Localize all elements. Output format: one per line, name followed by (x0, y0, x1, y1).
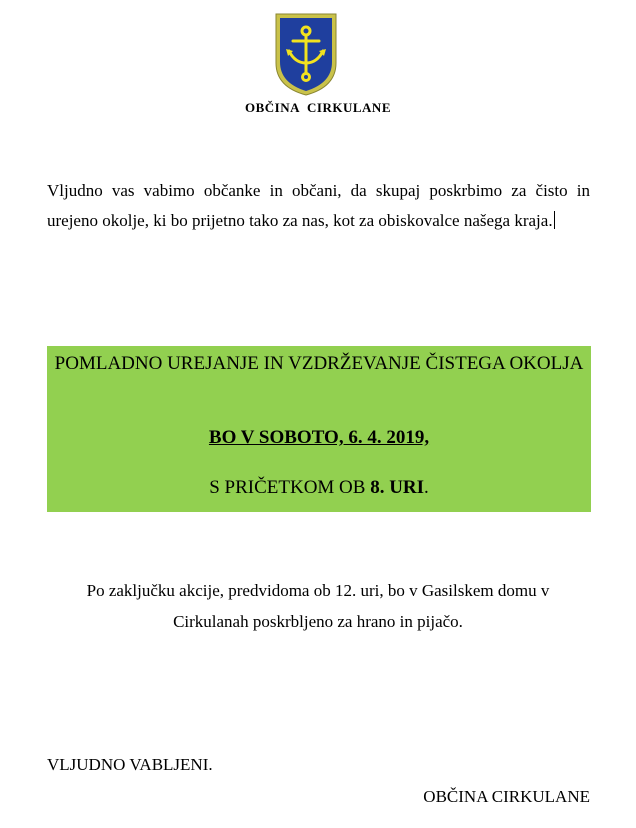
after-event-note (0, 575, 636, 637)
after-note-line-1: Po zaključku akcije, predvidoma ob 12. uri, bo v Gasilskem domu v (86, 581, 550, 600)
event-title: POMLADNO UREJANJE IN VZDRŽEVANJE ČISTEGA OKOLJA (54, 353, 584, 374)
text-cursor (554, 211, 555, 229)
invitation-paragraph (47, 176, 590, 236)
event-date-line (47, 424, 591, 452)
start-prefix: S PRIČETKOM OB (209, 477, 371, 498)
after-note-line-2: Cirkulanah poskrbljeno za hrano in pijačo. (173, 612, 463, 631)
event-banner (47, 346, 591, 512)
event-date: BO V SOBOTO, 6. 4. 2019, (208, 427, 430, 448)
anchor-coat-of-arms-icon (273, 11, 339, 97)
event-start-line (47, 474, 591, 502)
municipality-header: OBČINA CIRKULANE (245, 100, 391, 115)
start-suffix: . (424, 477, 429, 498)
invitation-text: Vljudno vas vabimo občanke in občani, da skupaj poskrbimo za čisto in urejeno okolje, ki bo prijetno tako za nas, kot za obiskovalce našega kraja. (47, 181, 590, 230)
start-time: 8. URI (370, 477, 425, 498)
signature: OBČINA CIRKULANE (423, 787, 590, 806)
closing-greeting: VLJUDNO VABLJENI. (47, 755, 213, 774)
